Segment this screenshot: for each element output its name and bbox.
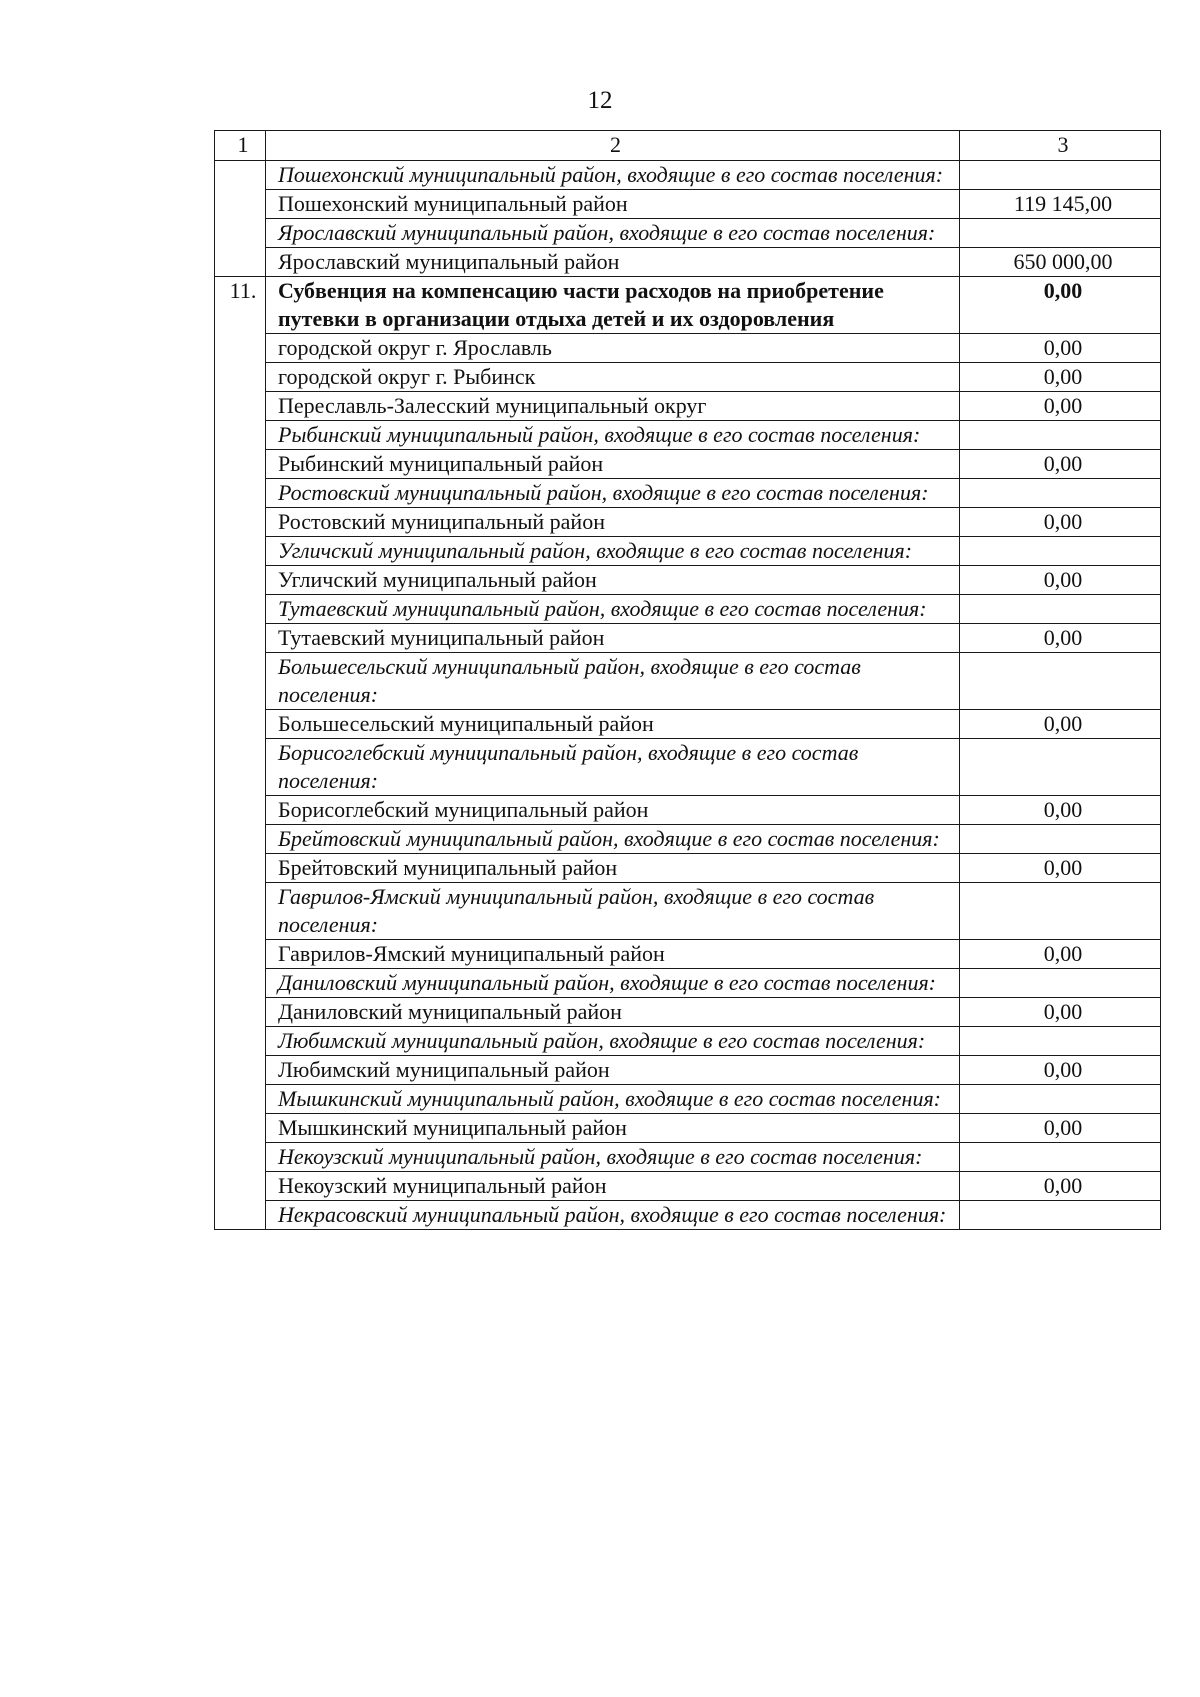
table-row-group [215,825,1161,854]
amount-cell: 0,00 [960,277,1161,334]
amount-cell [960,883,1161,940]
table-row-group [215,537,1161,566]
group-heading-cell: Гаврилов-Ямский муниципальный район, входящие в его состав поселения: [266,883,960,940]
municipality-name-cell: Большесельский муниципальный район [266,710,960,739]
table-row-item [215,508,1161,537]
municipality-name-cell: Ярославский муниципальный район [266,248,960,277]
group-heading-cell: Ростовский муниципальный район, входящие в его состав поселения: [266,479,960,508]
municipality-name-cell: Ростовский муниципальный район [266,508,960,537]
amount-cell [960,219,1161,248]
amount-cell [960,825,1161,854]
municipality-name-cell: Гаврилов-Ямский муниципальный район [266,940,960,969]
table-row-group [215,479,1161,508]
amount-cell: 0,00 [960,998,1161,1027]
municipality-name-cell: Угличский муниципальный район [266,566,960,595]
amount-cell [960,537,1161,566]
row-number-cell: 11. [215,277,266,1230]
table-row-subsidy [215,277,1161,334]
column-header-name: 2 [266,131,960,161]
amount-cell: 0,00 [960,1114,1161,1143]
table-row-item [215,1056,1161,1085]
table-row-item [215,1172,1161,1201]
municipality-name-cell: Переславль-Залесский муниципальный округ [266,392,960,421]
amount-cell [960,969,1161,998]
amount-cell: 0,00 [960,1056,1161,1085]
amount-cell [960,1085,1161,1114]
table-row-group [215,421,1161,450]
table-row-group [215,739,1161,796]
group-heading-cell: Пошехонский муниципальный район, входящие в его состав поселения: [266,161,960,190]
table-row-item [215,334,1161,363]
municipality-name-cell: Даниловский муниципальный район [266,998,960,1027]
table-row-group [215,1143,1161,1172]
row-number-cell [215,161,266,277]
amount-cell [960,653,1161,710]
allocation-table [214,130,1161,1230]
municipality-name-cell: городской округ г. Ярославль [266,334,960,363]
amount-cell: 0,00 [960,334,1161,363]
municipality-name-cell: городской округ г. Рыбинск [266,363,960,392]
amount-cell: 0,00 [960,392,1161,421]
amount-cell: 0,00 [960,566,1161,595]
table-row-group [215,595,1161,624]
amount-cell [960,1027,1161,1056]
amount-cell: 0,00 [960,508,1161,537]
table-row-group [215,883,1161,940]
column-header-amount: 3 [960,131,1161,161]
group-heading-cell: Угличский муниципальный район, входящие в его состав поселения: [266,537,960,566]
table-row-group [215,653,1161,710]
table-row-item [215,363,1161,392]
amount-cell: 0,00 [960,940,1161,969]
group-heading-cell: Некрасовский муниципальный район, входящие в его состав поселения: [266,1201,960,1230]
table-row-group [215,161,1161,190]
amount-cell: 0,00 [960,450,1161,479]
table-row-group [215,219,1161,248]
group-heading-cell: Борисоглебский муниципальный район, входящие в его состав поселения: [266,739,960,796]
amount-cell: 0,00 [960,796,1161,825]
amount-cell [960,479,1161,508]
table-row-item [215,854,1161,883]
amount-cell [960,1143,1161,1172]
municipality-name-cell: Рыбинский муниципальный район [266,450,960,479]
amount-cell: 0,00 [960,363,1161,392]
table-row-item [215,624,1161,653]
table-row-group [215,969,1161,998]
group-heading-cell: Даниловский муниципальный район, входящие в его состав поселения: [266,969,960,998]
group-heading-cell: Мышкинский муниципальный район, входящие в его состав поселения: [266,1085,960,1114]
amount-cell: 0,00 [960,624,1161,653]
table-row-item [215,998,1161,1027]
table-row-item [215,1114,1161,1143]
group-heading-cell: Ярославский муниципальный район, входящие в его состав поселения: [266,219,960,248]
group-heading-cell: Некоузский муниципальный район, входящие в его состав поселения: [266,1143,960,1172]
group-heading-cell: Любимский муниципальный район, входящие в его состав поселения: [266,1027,960,1056]
group-heading-cell: Брейтовский муниципальный район, входящие в его состав поселения: [266,825,960,854]
group-heading-cell: Большесельский муниципальный район, входящие в его состав поселения: [266,653,960,710]
page-number: 12 [587,87,613,114]
subsidy-title-cell: Субвенция на компенсацию части расходов на приобретение путевки в организации отдыха детей и их оздоровления [266,277,960,334]
amount-cell: 0,00 [960,710,1161,739]
amount-cell [960,421,1161,450]
municipality-name-cell: Борисоглебский муниципальный район [266,796,960,825]
municipality-name-cell: Тутаевский муниципальный район [266,624,960,653]
amount-cell [960,595,1161,624]
table-row-item [215,248,1161,277]
municipality-name-cell: Некоузский муниципальный район [266,1172,960,1201]
municipality-name-cell: Брейтовский муниципальный район [266,854,960,883]
table-row-item [215,190,1161,219]
group-heading-cell: Тутаевский муниципальный район, входящие в его состав поселения: [266,595,960,624]
table-row-group [215,1085,1161,1114]
municipality-name-cell: Пошехонский муниципальный район [266,190,960,219]
amount-cell: 119 145,00 [960,190,1161,219]
municipality-name-cell: Мышкинский муниципальный район [266,1114,960,1143]
amount-cell: 0,00 [960,854,1161,883]
amount-cell [960,1201,1161,1230]
column-header-number: 1 [215,131,266,161]
group-heading-cell: Рыбинский муниципальный район, входящие в его состав поселения: [266,421,960,450]
table-row-group [215,1027,1161,1056]
amount-cell: 650 000,00 [960,248,1161,277]
table-header-row [215,131,1161,161]
table-row-item [215,940,1161,969]
table-row-item [215,450,1161,479]
table-row-group [215,1201,1161,1230]
table-body [215,161,1161,1230]
table-row-item [215,710,1161,739]
municipality-name-cell: Любимский муниципальный район [266,1056,960,1085]
table-row-item [215,796,1161,825]
amount-cell: 0,00 [960,1172,1161,1201]
table-row-item [215,566,1161,595]
table-row-item [215,392,1161,421]
amount-cell [960,161,1161,190]
amount-cell [960,739,1161,796]
